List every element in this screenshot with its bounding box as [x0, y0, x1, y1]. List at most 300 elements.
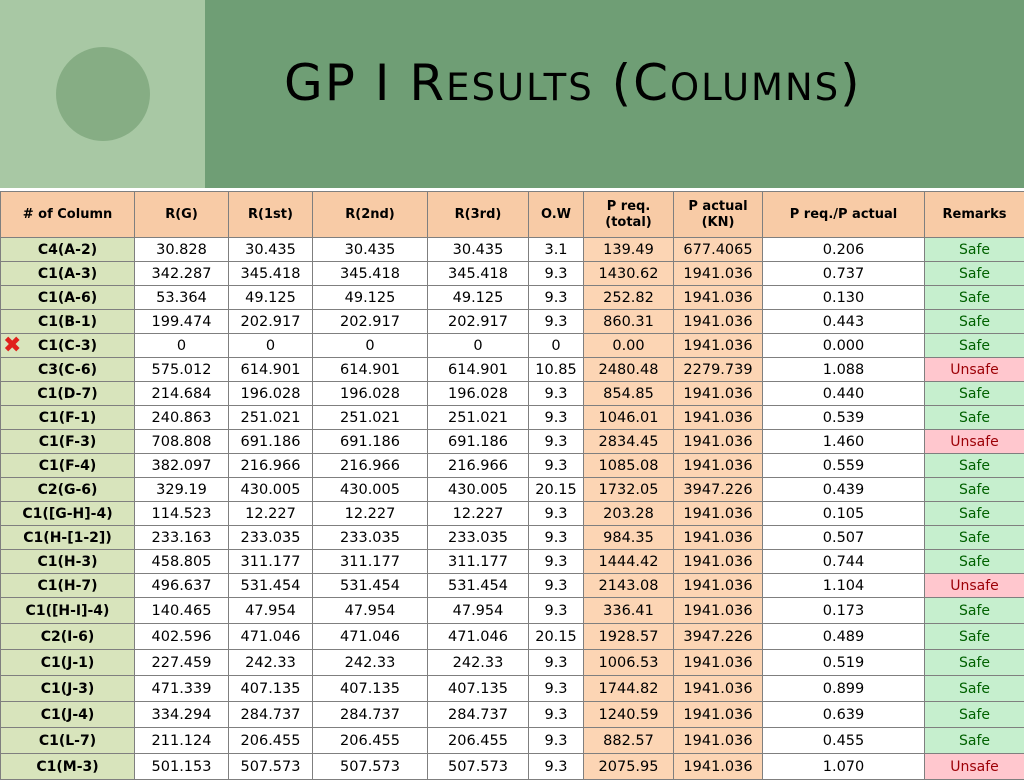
r-3rd-value: 47.954	[453, 603, 504, 619]
table-row	[1, 262, 1024, 286]
remarks-value: Safe	[959, 530, 990, 546]
column-id-value: C4(A-2)	[38, 242, 97, 258]
ratio-cell	[763, 406, 925, 430]
r-1st-cell	[229, 334, 313, 358]
table-row	[1, 406, 1024, 430]
table-row	[1, 310, 1024, 334]
header-remarks: Remarks	[925, 192, 1024, 238]
r-1st-cell	[229, 502, 313, 526]
p-req-total-value: 1732.05	[599, 482, 659, 498]
column-id-value: C1(H-[1-2])	[23, 530, 111, 546]
ow-cell	[529, 334, 584, 358]
results-table	[0, 191, 1024, 780]
r-2nd-cell	[313, 754, 428, 780]
p-req-total-cell	[584, 478, 674, 502]
ow-value: 9.3	[544, 759, 567, 775]
column-id-cell	[1, 502, 135, 526]
p-req-total-value: 1444.42	[599, 554, 659, 570]
r-2nd-cell	[313, 624, 428, 650]
p-actual-cell	[674, 754, 763, 780]
header-ratio: P req./P actual	[763, 192, 925, 238]
r-1st-cell	[229, 702, 313, 728]
r-g-cell	[135, 702, 229, 728]
column-id-value: C1(A-6)	[38, 290, 97, 306]
column-id-value: C1(A-3)	[38, 266, 97, 282]
r-3rd-cell	[428, 238, 529, 262]
r-2nd-cell	[313, 382, 428, 406]
r-g-value: 402.596	[152, 629, 212, 645]
ratio-value: 1.070	[823, 759, 865, 775]
column-id-value: C1(C-3)	[38, 338, 97, 354]
ratio-value: 0.539	[823, 410, 865, 426]
column-id-value: C1(L-7)	[39, 733, 96, 749]
table-row	[1, 702, 1024, 728]
p-req-total-cell	[584, 650, 674, 676]
header-r-g: R(G)	[135, 192, 229, 238]
p-actual-cell	[674, 430, 763, 454]
r-2nd-cell	[313, 262, 428, 286]
p-req-total-value: 1240.59	[599, 707, 659, 723]
column-id-cell	[1, 754, 135, 780]
r-2nd-value: 691.186	[340, 434, 400, 450]
remarks-value: Safe	[959, 242, 990, 258]
p-actual-cell	[674, 358, 763, 382]
p-req-total-value: 882.57	[603, 733, 654, 749]
r-g-cell	[135, 430, 229, 454]
r-3rd-value: 233.035	[448, 530, 508, 546]
p-req-total-value: 2834.45	[599, 434, 659, 450]
ratio-value: 0.440	[823, 386, 865, 402]
remarks-value: Unsafe	[950, 362, 999, 378]
p-actual-cell	[674, 406, 763, 430]
r-3rd-value: 284.737	[448, 707, 508, 723]
p-actual-cell	[674, 454, 763, 478]
remarks-value: Unsafe	[950, 578, 999, 594]
remarks-cell	[925, 478, 1024, 502]
remarks-value: Safe	[959, 458, 990, 474]
r-1st-value: 206.455	[241, 733, 301, 749]
ratio-cell	[763, 502, 925, 526]
ow-cell	[529, 286, 584, 310]
r-g-value: 114.523	[152, 506, 212, 522]
r-1st-value: 202.917	[241, 314, 301, 330]
r-1st-cell	[229, 430, 313, 454]
p-req-total-cell	[584, 598, 674, 624]
r-2nd-value: 206.455	[340, 733, 400, 749]
r-1st-cell	[229, 310, 313, 334]
ratio-value: 0.559	[823, 458, 865, 474]
r-3rd-value: 614.901	[448, 362, 508, 378]
r-3rd-cell	[428, 478, 529, 502]
r-1st-value: 12.227	[245, 506, 296, 522]
r-3rd-cell	[428, 454, 529, 478]
column-id-cell	[1, 598, 135, 624]
p-actual-cell	[674, 382, 763, 406]
ow-cell	[529, 454, 584, 478]
r-g-cell	[135, 286, 229, 310]
r-1st-cell	[229, 238, 313, 262]
ratio-value: 0.206	[823, 242, 865, 258]
table-row	[1, 502, 1024, 526]
r-3rd-value: 202.917	[448, 314, 508, 330]
ow-cell	[529, 624, 584, 650]
ratio-value: 0.639	[823, 707, 865, 723]
r-2nd-value: 12.227	[345, 506, 396, 522]
ow-cell	[529, 550, 584, 574]
p-req-total-cell	[584, 754, 674, 780]
p-actual-cell	[674, 478, 763, 502]
r-2nd-value: 345.418	[340, 266, 400, 282]
r-3rd-cell	[428, 574, 529, 598]
p-actual-value: 1941.036	[683, 314, 752, 330]
r-g-value: 496.637	[152, 578, 212, 594]
p-req-total-value: 2075.95	[599, 759, 659, 775]
p-actual-value: 1941.036	[683, 603, 752, 619]
ratio-value: 0.744	[823, 554, 865, 570]
r-g-value: 334.294	[152, 707, 212, 723]
r-1st-cell	[229, 286, 313, 310]
remarks-value: Safe	[959, 629, 990, 645]
r-g-value: 0	[177, 338, 186, 354]
column-id-cell	[1, 310, 135, 334]
column-id-value: C2(G-6)	[38, 482, 98, 498]
r-3rd-cell	[428, 358, 529, 382]
remarks-cell	[925, 526, 1024, 550]
ratio-cell	[763, 262, 925, 286]
r-3rd-value: 691.186	[448, 434, 508, 450]
p-req-total-value: 336.41	[603, 603, 654, 619]
r-2nd-value: 233.035	[340, 530, 400, 546]
title-part: ESULTS	[446, 66, 594, 109]
r-3rd-value: 471.046	[448, 629, 508, 645]
ratio-value: 0.455	[823, 733, 865, 749]
r-2nd-value: 311.177	[340, 554, 400, 570]
remarks-cell	[925, 624, 1024, 650]
table-row	[1, 526, 1024, 550]
r-3rd-cell	[428, 334, 529, 358]
ratio-cell	[763, 676, 925, 702]
p-req-total-value: 0.00	[612, 338, 644, 354]
r-g-cell	[135, 598, 229, 624]
title-banner	[0, 0, 1024, 188]
r-2nd-value: 49.125	[345, 290, 396, 306]
p-actual-value: 1941.036	[683, 410, 752, 426]
ow-value: 20.15	[535, 482, 577, 498]
remarks-value: Safe	[959, 266, 990, 282]
r-3rd-value: 196.028	[448, 386, 508, 402]
ow-value: 9.3	[544, 681, 567, 697]
header-p-req-total: P req. (total)	[584, 192, 674, 238]
r-g-cell	[135, 478, 229, 502]
r-1st-value: 284.737	[241, 707, 301, 723]
r-3rd-value: 311.177	[448, 554, 508, 570]
table-row	[1, 624, 1024, 650]
r-3rd-value: 345.418	[448, 266, 508, 282]
r-2nd-cell	[313, 478, 428, 502]
r-g-cell	[135, 262, 229, 286]
ow-value: 9.3	[544, 733, 567, 749]
remarks-value: Safe	[959, 707, 990, 723]
p-actual-cell	[674, 526, 763, 550]
remarks-cell	[925, 262, 1024, 286]
r-3rd-cell	[428, 526, 529, 550]
r-3rd-value: 0	[473, 338, 482, 354]
r-1st-cell	[229, 262, 313, 286]
p-req-total-cell	[584, 676, 674, 702]
r-1st-cell	[229, 728, 313, 754]
r-g-cell	[135, 526, 229, 550]
ratio-value: 0.130	[823, 290, 865, 306]
r-3rd-value: 12.227	[453, 506, 504, 522]
r-g-cell	[135, 650, 229, 676]
p-actual-cell	[674, 598, 763, 624]
r-2nd-value: 614.901	[340, 362, 400, 378]
r-3rd-cell	[428, 754, 529, 780]
ow-value: 9.3	[544, 386, 567, 402]
p-actual-value: 1941.036	[683, 655, 752, 671]
r-3rd-cell	[428, 502, 529, 526]
r-g-value: 342.287	[152, 266, 212, 282]
table-row	[1, 478, 1024, 502]
column-id-value: C1([G-H]-4)	[22, 506, 112, 522]
r-g-value: 211.124	[152, 733, 212, 749]
ow-cell	[529, 526, 584, 550]
p-req-total-cell	[584, 262, 674, 286]
p-actual-cell	[674, 310, 763, 334]
ow-value: 20.15	[535, 629, 577, 645]
remarks-cell	[925, 502, 1024, 526]
r-g-value: 329.19	[156, 482, 207, 498]
remarks-cell	[925, 334, 1024, 358]
p-req-total-value: 1744.82	[599, 681, 659, 697]
column-id-cell	[1, 624, 135, 650]
p-req-total-value: 854.85	[603, 386, 654, 402]
r-1st-cell	[229, 550, 313, 574]
remarks-value: Safe	[959, 506, 990, 522]
ow-cell	[529, 382, 584, 406]
r-g-value: 140.465	[152, 603, 212, 619]
r-3rd-cell	[428, 310, 529, 334]
r-g-cell	[135, 334, 229, 358]
r-g-cell	[135, 754, 229, 780]
r-3rd-cell	[428, 430, 529, 454]
r-2nd-cell	[313, 676, 428, 702]
p-req-total-value: 984.35	[603, 530, 654, 546]
r-g-value: 458.805	[152, 554, 212, 570]
column-id-value: C1(F-4)	[39, 458, 97, 474]
p-req-total-cell	[584, 624, 674, 650]
column-id-cell	[1, 334, 135, 358]
r-2nd-cell	[313, 358, 428, 382]
table-header-row	[1, 192, 1024, 238]
p-actual-cell	[674, 550, 763, 574]
p-actual-cell	[674, 262, 763, 286]
r-3rd-value: 251.021	[448, 410, 508, 426]
ratio-cell	[763, 430, 925, 454]
r-1st-cell	[229, 650, 313, 676]
ratio-cell	[763, 550, 925, 574]
ratio-value: 0.439	[823, 482, 865, 498]
column-id-cell	[1, 262, 135, 286]
column-id-cell	[1, 286, 135, 310]
ow-value: 10.85	[535, 362, 577, 378]
r-1st-value: 49.125	[245, 290, 296, 306]
r-g-value: 30.828	[156, 242, 207, 258]
column-id-value: C1(H-7)	[37, 578, 97, 594]
ow-cell	[529, 702, 584, 728]
remarks-cell	[925, 238, 1024, 262]
r-g-value: 214.684	[152, 386, 212, 402]
ow-cell	[529, 574, 584, 598]
remarks-value: Safe	[959, 603, 990, 619]
ow-value: 9.3	[544, 655, 567, 671]
r-1st-value: 311.177	[241, 554, 301, 570]
r-g-cell	[135, 502, 229, 526]
r-3rd-cell	[428, 286, 529, 310]
r-2nd-cell	[313, 728, 428, 754]
r-2nd-value: 196.028	[340, 386, 400, 402]
p-req-total-value: 1928.57	[599, 629, 659, 645]
table-row	[1, 598, 1024, 624]
ow-value: 9.3	[544, 410, 567, 426]
r-2nd-value: 251.021	[340, 410, 400, 426]
ratio-value: 0.105	[823, 506, 865, 522]
p-actual-value: 1941.036	[683, 458, 752, 474]
r-1st-cell	[229, 624, 313, 650]
r-3rd-value: 30.435	[453, 242, 504, 258]
p-actual-cell	[674, 624, 763, 650]
column-id-cell	[1, 650, 135, 676]
r-3rd-value: 430.005	[448, 482, 508, 498]
table-row	[1, 676, 1024, 702]
r-g-value: 471.339	[152, 681, 212, 697]
r-1st-value: 47.954	[245, 603, 296, 619]
remarks-value: Safe	[959, 314, 990, 330]
ratio-cell	[763, 702, 925, 728]
r-2nd-value: 0	[365, 338, 374, 354]
r-1st-cell	[229, 526, 313, 550]
r-g-cell	[135, 728, 229, 754]
r-g-cell	[135, 406, 229, 430]
r-1st-cell	[229, 382, 313, 406]
r-1st-value: 233.035	[241, 530, 301, 546]
remarks-value: Safe	[959, 554, 990, 570]
r-g-cell	[135, 574, 229, 598]
r-1st-value: 345.418	[241, 266, 301, 282]
r-1st-cell	[229, 574, 313, 598]
p-actual-value: 1941.036	[683, 338, 752, 354]
remarks-value: Safe	[959, 338, 990, 354]
header-ow: O.W	[529, 192, 584, 238]
r-1st-cell	[229, 358, 313, 382]
ratio-cell	[763, 286, 925, 310]
column-id-value: C1(F-1)	[39, 410, 97, 426]
ow-value: 9.3	[544, 314, 567, 330]
table-row	[1, 358, 1024, 382]
p-req-total-cell	[584, 406, 674, 430]
slide-title	[284, 58, 862, 108]
r-2nd-value: 30.435	[345, 242, 396, 258]
p-req-total-value: 860.31	[603, 314, 654, 330]
ow-value: 9.3	[544, 458, 567, 474]
p-actual-cell	[674, 286, 763, 310]
table-row	[1, 550, 1024, 574]
p-req-total-value: 2143.08	[599, 578, 659, 594]
r-2nd-cell	[313, 406, 428, 430]
p-req-total-cell	[584, 728, 674, 754]
ratio-value: 0.899	[823, 681, 865, 697]
ratio-cell	[763, 754, 925, 780]
ow-cell	[529, 406, 584, 430]
remarks-cell	[925, 550, 1024, 574]
column-id-value: C1(J-4)	[41, 707, 95, 723]
ratio-cell	[763, 478, 925, 502]
r-2nd-cell	[313, 574, 428, 598]
column-id-value: C1(B-1)	[38, 314, 97, 330]
remarks-value: Safe	[959, 410, 990, 426]
ratio-value: 1.088	[823, 362, 865, 378]
r-1st-value: 196.028	[241, 386, 301, 402]
ratio-value: 0.489	[823, 629, 865, 645]
ow-cell	[529, 310, 584, 334]
r-2nd-cell	[313, 286, 428, 310]
r-g-value: 227.459	[152, 655, 212, 671]
column-id-cell	[1, 702, 135, 728]
header-r-2nd: R(2nd)	[313, 192, 428, 238]
r-1st-value: 0	[266, 338, 275, 354]
table-row	[1, 430, 1024, 454]
p-actual-cell	[674, 238, 763, 262]
table-row	[1, 650, 1024, 676]
r-3rd-value: 531.454	[448, 578, 508, 594]
ow-value: 9.3	[544, 434, 567, 450]
ratio-cell	[763, 624, 925, 650]
table-row	[1, 334, 1024, 358]
remarks-cell	[925, 754, 1024, 780]
ratio-value: 0.443	[823, 314, 865, 330]
ow-cell	[529, 502, 584, 526]
ratio-cell	[763, 310, 925, 334]
p-actual-value: 2279.739	[683, 362, 752, 378]
r-g-cell	[135, 624, 229, 650]
p-req-total-value: 1046.01	[599, 410, 659, 426]
r-3rd-cell	[428, 676, 529, 702]
p-actual-cell	[674, 702, 763, 728]
p-actual-value: 1941.036	[683, 290, 752, 306]
r-2nd-cell	[313, 238, 428, 262]
r-2nd-cell	[313, 702, 428, 728]
p-actual-value: 3947.226	[683, 482, 752, 498]
p-actual-value: 677.4065	[683, 242, 752, 258]
column-id-value: C2(I-6)	[41, 629, 95, 645]
ow-value: 3.1	[544, 242, 567, 258]
r-2nd-cell	[313, 650, 428, 676]
ratio-value: 0.000	[823, 338, 865, 354]
title-part: )	[840, 54, 862, 112]
r-2nd-cell	[313, 502, 428, 526]
ratio-value: 0.519	[823, 655, 865, 671]
r-3rd-cell	[428, 550, 529, 574]
p-req-total-cell	[584, 310, 674, 334]
r-2nd-value: 507.573	[340, 759, 400, 775]
ratio-cell	[763, 650, 925, 676]
r-1st-value: 251.021	[241, 410, 301, 426]
r-g-value: 382.097	[152, 458, 212, 474]
remarks-value: Safe	[959, 290, 990, 306]
ow-value: 9.3	[544, 290, 567, 306]
r-2nd-value: 407.135	[340, 681, 400, 697]
r-g-value: 53.364	[156, 290, 207, 306]
